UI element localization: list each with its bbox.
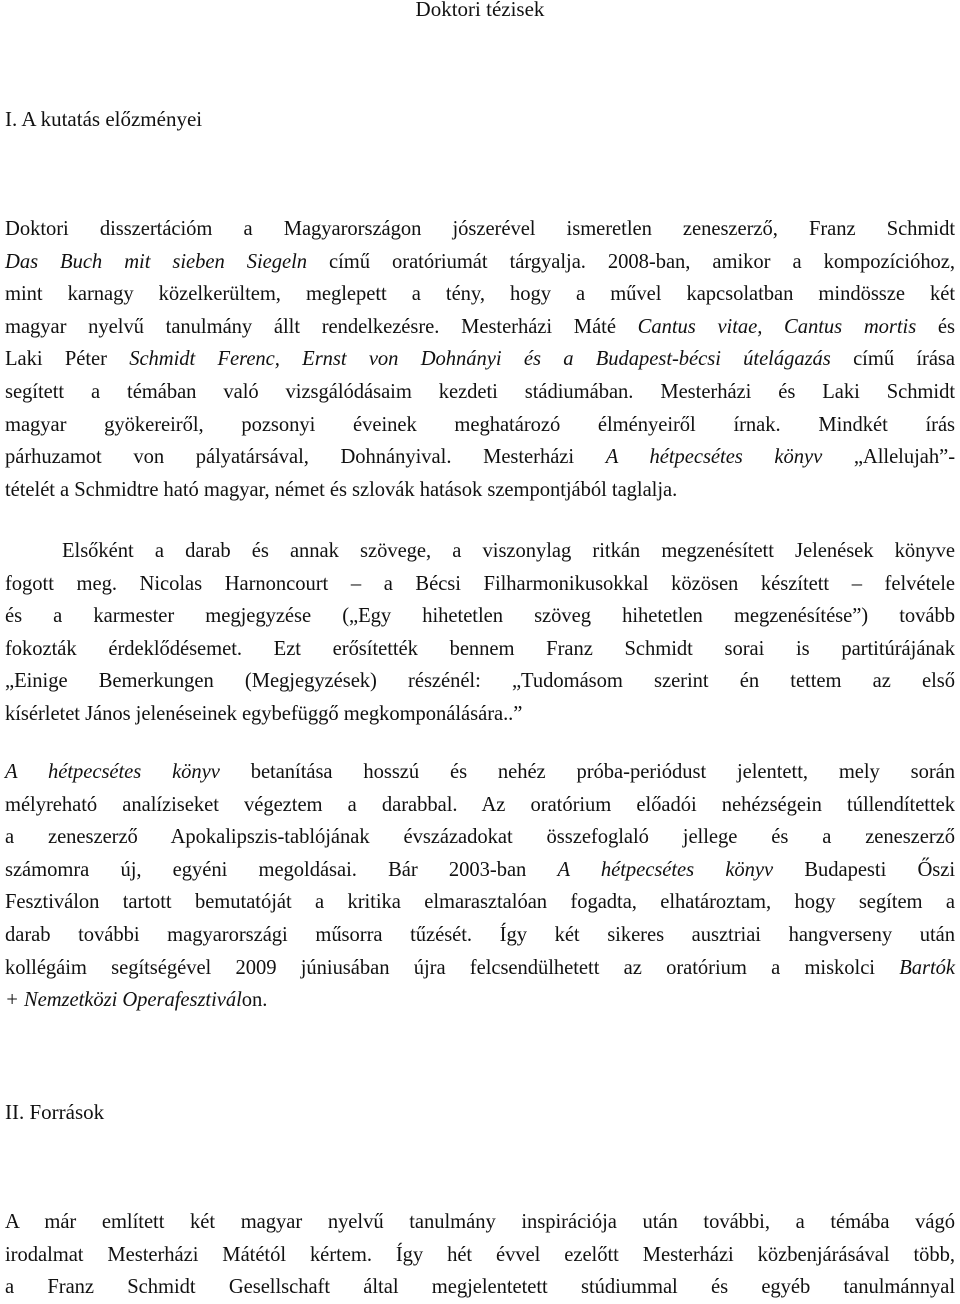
italic-title: Cantus vitae, Cantus mortis [637,315,917,338]
text-line: kísérletet János jelenéseinek egybefüggő megkomponálására..” [5,702,523,725]
text-line: mint karnagy közelkerültem, meglepett a tény, hogy a művel kapcsolatban mindössze két [5,283,955,306]
text-line: segített a témában való vizsgálódásaim kezdeti stádiumában. Mesterházi és Laki Schmidt [5,380,955,403]
text-line: + Nemzetközi Operafesztiválon. [5,989,268,1012]
text-line: a Franz Schmidt Gesellschaft által megjelentetett stúdiummal és egyéb tanulmánnyal [5,1276,955,1299]
italic-title: A hétpecsétes könyv [605,446,823,469]
page-title: Doktori tézisek [415,0,545,21]
section-heading-kutatas: I. A kutatás előzményei [5,107,203,131]
text-line: Elsőként a darab és annak szövege, a viszonylag ritkán megzenésített Jelenések könyve [62,540,955,562]
section-heading-forrasok: II. Források [5,1100,105,1124]
text-line: tételét a Schmidtre ható magyar, német és szlovák hatások szempontjából taglalja. [5,478,678,501]
text-line: Doktori disszertációm a Magyarországon jószerével ismeretlen zeneszerző, Franz Schmidt [5,218,955,240]
paragraph [5,213,955,506]
italic-title: Bartók [899,956,955,979]
text-line: magyar gyökereiről, pozsonyi éveinek meghatározó élményeiről írnak. Mindkét írás [5,413,955,436]
text-line: fokozták érdeklődésemet. Ezt erősítették bennem Franz Schmidt sorai is partitúrájának [5,637,955,660]
text-line: kollégáim segítségével 2009 júniusában újra felcsendülhetett az oratórium a miskolci Bartók [5,956,955,979]
text-line: párhuzamot von pályatársával, Dohnányival. Mesterházi A hétpecsétes könyv „Allelujah”- [5,446,955,469]
italic-title: + Nemzetközi Operafesztivál [5,989,242,1012]
text-line: a zeneszerző Apokalipszis-tablójának évszázadokat összefoglaló jellege és a zeneszerző [5,826,955,849]
text-line: irodalmat Mesterházi Mátétól kértem. Így hét évvel ezelőtt Mesterházi közbenjárásával több, [5,1243,955,1266]
text-line: és a karmester megjegyzése („Egy hihetetlen szöveg hihetetlen megzenésítése”) tovább [5,605,955,628]
text-line: Das Buch mit sieben Siegeln című oratóriumát tárgyalja. 2008-ban, amikor a kompozícióhoz, [5,250,955,273]
text-line: mélyreható analíziseket végeztem a darabbal. Az oratórium előadói nehézségein túllendítettek [5,793,955,816]
italic-title: Schmidt Ferenc, Ernst von Dohnányi és a Budapest-bécsi útelágazás [129,348,831,371]
text-line: magyar nyelvű tanulmány állt rendelkezésre. Mesterházi Máté Cantus vitae, Cantus mortis és [5,315,955,338]
italic-title: A hétpecsétes könyv [557,858,774,881]
text-line: „Einige Bemerkungen (Megjegyzések) részénél: „Tudomásom szerint én tettem az első [5,670,955,693]
text-line: darab további magyarországi műsorra tűzését. Így két sikeres ausztriai hangverseny után [5,923,955,946]
paragraph [5,756,955,1017]
paragraph [5,1206,955,1304]
text-line: Laki Péter Schmidt Ferenc, Ernst von Dohnányi és a Budapest-bécsi útelágazás című írása [5,348,955,371]
text-line: fogott meg. Nicolas Harnoncourt – a Bécsi Filharmonikusokkal közösen készített – felvétele [5,572,955,595]
paragraph [5,535,955,731]
text-line: A hétpecsétes könyv betanítása hosszú és nehéz próba-periódust jelentett, mely során [5,761,955,783]
italic-title: A hétpecsétes könyv [5,761,220,783]
italic-title: Das Buch mit sieben Siegeln [5,250,307,273]
text-line: A már említett két magyar nyelvű tanulmány inspirációja után további, a témába vágó [5,1211,955,1233]
text-line: számomra új, egyéni megoldásai. Bár 2003-ban A hétpecsétes könyv Budapesti Őszi [5,858,956,881]
text-line: Fesztiválon tartott bemutatóját a kritika elmarasztalóan fogadta, elhatároztam, hogy segítem a [5,891,955,914]
